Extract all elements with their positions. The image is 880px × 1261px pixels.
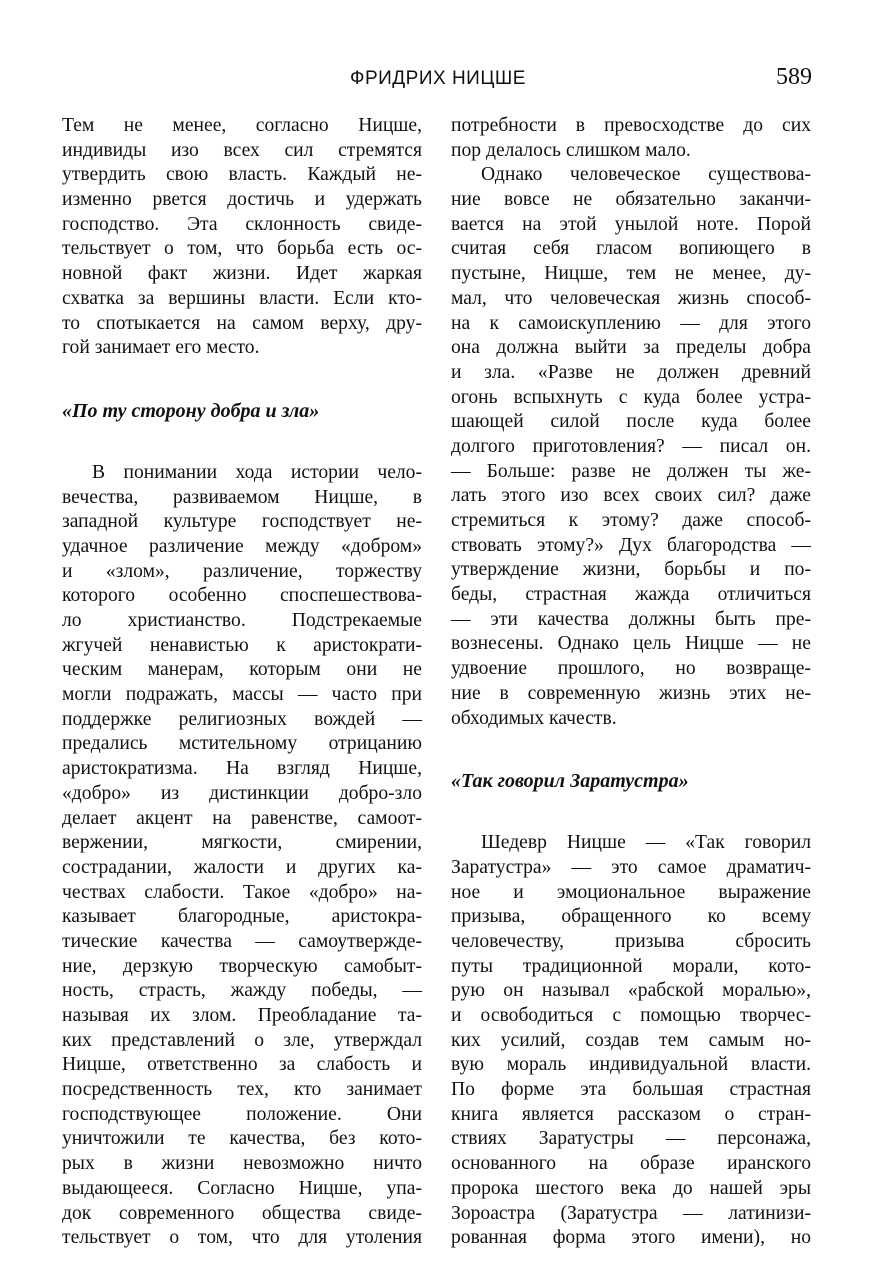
text-line: жгучей ненавистью к аристократи- — [62, 634, 422, 656]
text-line: ческим манерам, которым они не — [62, 659, 422, 681]
text-line: ность, страсть, жажду победы, — — [62, 980, 422, 1002]
page-number: 589 — [776, 64, 812, 90]
text-line: ние, дерзкую творческую самобыт- — [62, 955, 422, 977]
text-line: Заратустра» — это самое драматич- — [451, 856, 811, 878]
text-line: ствиях Заратустры — персонажа, — [451, 1128, 811, 1150]
text-line: путы традиционной морали, кото- — [451, 955, 811, 977]
text-line: пустыне, Ницше, тем не менее, ду- — [451, 263, 811, 285]
paragraph — [62, 461, 422, 1251]
text-line: док современного общества свиде- — [62, 1202, 422, 1224]
text-line: удачное различение между «добром» — [62, 535, 422, 557]
text-line: шающей силой после куда более — [451, 411, 811, 433]
text-line: ние вовсе не обязательно заканчи- — [451, 189, 811, 211]
text-line: могли подражать, массы — часто при — [62, 684, 422, 706]
paragraph — [451, 831, 811, 1251]
text-line: и зла. «Разве не должен древний — [451, 361, 811, 383]
text-line: ло христианство. Подстрекаемые — [62, 610, 422, 631]
text-line: потребности в превосходстве до сих — [451, 115, 811, 136]
text-line: утверждение жизни, борьбы и по- — [451, 559, 811, 581]
text-line: называя их злом. Преобладание та- — [62, 1005, 422, 1026]
text-line: схватка за вершины власти. Если кто- — [62, 287, 422, 309]
text-line: тельствует о том, что борьба есть ос- — [62, 238, 422, 260]
text-line: пор делалось слишком мало. — [451, 139, 691, 161]
text-line: призыва, обращенного ко всему — [451, 906, 811, 928]
text-line: — Больше: разве не должен ты же- — [451, 460, 811, 482]
left-column — [62, 114, 422, 1251]
text-line: сострадании, жалости и других ка- — [62, 856, 422, 878]
text-line: основанного на образе иранского — [451, 1153, 811, 1175]
text-line: ких представлений о зле, утверждал — [62, 1029, 422, 1051]
text-line: индивиды изо всех сил стремятся — [62, 139, 422, 161]
text-line: тические качества — самоутвержде- — [62, 930, 422, 952]
text-line: новной факт жизни. Идет жаркая — [62, 263, 422, 285]
text-line: В понимании хода истории чело- — [92, 461, 422, 483]
text-line: Шедевр Ницше — «Так говорил — [481, 832, 811, 854]
section-heading: «Так говорил Заратустра» — [451, 770, 689, 793]
text-line: ких усилий, создав тем самым но- — [451, 1029, 811, 1051]
text-line: гой занимает его место. — [62, 337, 260, 359]
text-line: вается на этой унылой ноте. Порой — [451, 213, 811, 235]
text-line: книга является рассказом о стран- — [451, 1103, 811, 1125]
text-line: на к самоискуплению — для этого — [451, 312, 811, 334]
section-heading: «По ту сторону добра и зла» — [62, 399, 320, 422]
text-line: казывает благородные, аристокра- — [62, 906, 422, 928]
paragraph — [451, 114, 811, 163]
text-line: — эти качества должны быть пре- — [451, 608, 811, 630]
text-line: и освободиться с помощью творчес- — [451, 1005, 811, 1026]
text-line: господствующее положение. Они — [62, 1103, 422, 1125]
text-line: предались мстительному отрицанию — [62, 733, 422, 755]
text-line: Тем не менее, согласно Ницше, — [62, 115, 422, 136]
paragraph — [62, 114, 422, 361]
text-line: вую мораль индивидуальной власти. — [451, 1054, 811, 1076]
text-line: ное и эмоциональное выражение — [451, 881, 811, 903]
running-title: ФРИДРИХ НИЦШЕ — [350, 68, 526, 89]
text-line: делает акцент на равенстве, самоот- — [62, 807, 422, 829]
text-line: стремиться к этому? даже способ- — [451, 510, 811, 531]
text-line: беды, страстная жажда отличиться — [451, 584, 811, 606]
text-line: она должна выйти за пределы добра — [451, 337, 811, 359]
text-line: человечеству, призыва сбросить — [451, 930, 811, 952]
text-line: рую он называл «рабской моралью», — [451, 980, 811, 1002]
text-line: утвердить свою власть. Каждый не- — [62, 164, 422, 186]
text-line: лать этого изо всех своих сил? даже — [451, 485, 811, 507]
right-column — [451, 114, 811, 1251]
text-line: ствовать этому?» Дух благородства — — [451, 534, 811, 556]
text-line: посредственность тех, кто занимает — [62, 1079, 422, 1101]
text-line: изменно рвется достичь и удержать — [62, 189, 422, 211]
text-line: которого особенно споспешествова- — [62, 585, 422, 607]
text-line: и «злом», различение, торжеству — [62, 560, 422, 582]
text-line: выдающееся. Согласно Ницше, упа- — [62, 1177, 422, 1199]
text-line: чествах слабости. Такое «добро» на- — [62, 881, 422, 903]
text-line: считая себя гласом вопиющего в — [451, 238, 811, 260]
text-line: Зороастра (Заратустра — латинизи- — [451, 1202, 811, 1224]
text-line: господство. Эта склонность свиде- — [62, 213, 422, 235]
text-line: Однако человеческое существова- — [481, 164, 811, 186]
text-line: то спотыкается на самом верху, дру- — [62, 312, 422, 334]
text-line: вечества, развиваемом Ницше, в — [62, 486, 422, 508]
text-line: рых в жизни невозможно ничто — [62, 1153, 422, 1175]
text-line: обходимых качеств. — [451, 707, 617, 729]
text-line: долгого приготовления? — писал он. — [451, 435, 811, 457]
text-line: рованная форма этого имени), но — [451, 1227, 811, 1249]
text-line: мал, что человеческая жизнь способ- — [451, 287, 811, 309]
text-line: уничтожили те качества, без кото- — [62, 1128, 422, 1150]
running-head — [62, 64, 814, 94]
text-line: «добро» из дистинкции добро-зло — [62, 782, 422, 804]
text-line: ние в современную жизнь этих не- — [451, 682, 811, 704]
paragraph — [451, 163, 811, 731]
text-line: удвоение прошлого, но возвраще- — [451, 658, 811, 680]
text-line: аристократизма. На взгляд Ницше, — [62, 758, 422, 780]
text-line: огонь вспыхнуть с куда более устра- — [451, 386, 811, 408]
text-line: пророка шестого века до нашей эры — [451, 1177, 811, 1199]
text-line: западной культуре господствует не- — [62, 511, 422, 533]
text-line: поддержке религиозных вождей — — [62, 708, 422, 730]
text-line: По форме эта большая страстная — [451, 1079, 811, 1101]
text-line: вознесены. Однако цель Ницше — не — [451, 633, 811, 655]
text-line: Ницше, ответственно за слабость и — [62, 1054, 422, 1076]
text-line: тельствует о том, что для утоления — [62, 1227, 422, 1249]
text-line: вержении, мягкости, смирении, — [62, 832, 422, 854]
